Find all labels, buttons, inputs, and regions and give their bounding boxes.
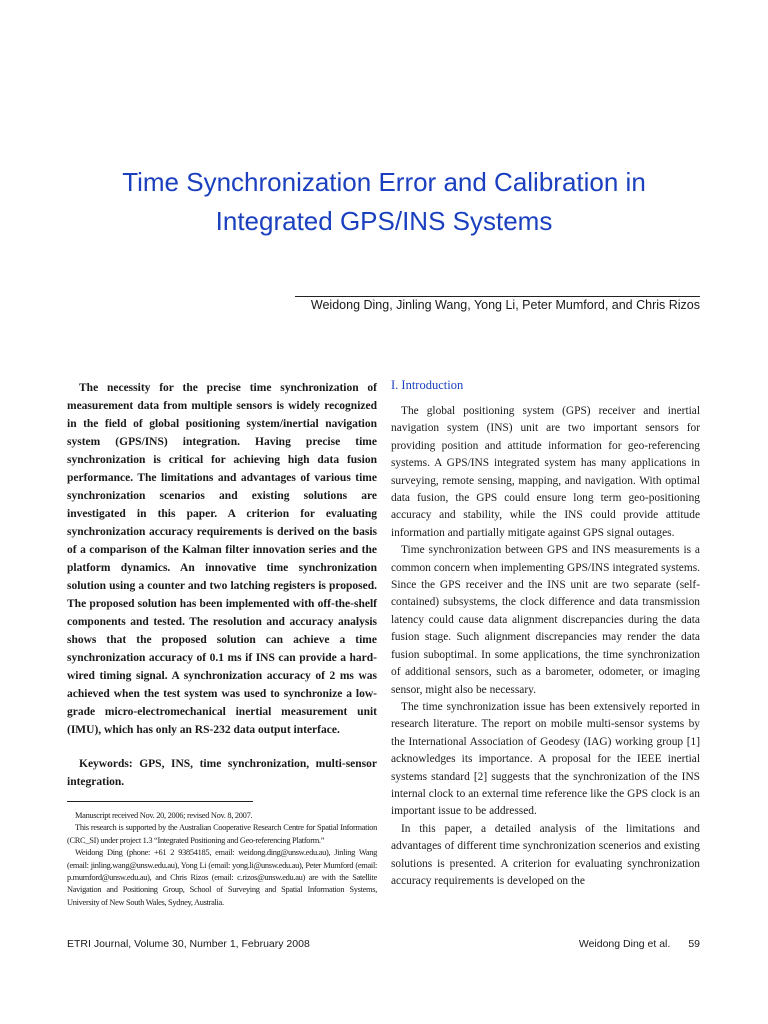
author-list: Weidong Ding, Jinling Wang, Yong Li, Peter Mumford, and Chris Rizos	[310, 298, 700, 312]
page-number: 59	[688, 938, 700, 950]
paper-title-line-2: Integrated GPS/INS Systems	[215, 206, 553, 236]
journal-citation: ETRI Journal, Volume 30, Number 1, February 2008	[67, 938, 310, 950]
running-author: Weidong Ding et al.	[578, 938, 671, 950]
footnote-funding: This research is supported by the Australian Cooperative Research Centre for Spatial Information (CRC_SI) under project 1.3 “Integrated Positioning and Geo-referencing Platform.”	[67, 823, 377, 845]
footnote-received: Manuscript received Nov. 20, 2006; revised Nov. 8, 2007.	[75, 811, 253, 820]
paper-title-line-1: Time Synchronization Error and Calibration in	[122, 167, 646, 197]
paper-title	[60, 163, 708, 241]
footnote-affiliations: Weidong Ding (phone: +61 2 93854185, email: weidong.ding@unsw.edu.au), Jinling Wang (email: jinling.wang@unsw.edu.au), Yong Li (email: yong.li@unsw.edu.au), Peter Mumford (email: p.mumford@unsw.edu.au), and Chris Rizos (email: c.rizos@unsw.edu.au) are with the Satellite Navigation and Positioning Group, School of Surveying and Spatial Information Systems, University of New South Wales, Sydney, Australia.	[67, 848, 377, 907]
footer-right	[579, 938, 700, 950]
footnote-divider	[67, 801, 253, 802]
intro-paragraph: In this paper, a detailed analysis of the limitations and advantages of different time synchronization scenerios and existing solutions is presented. A criterion for evaluating synchronization accuracy requirements is developed on the	[391, 822, 700, 887]
author-divider	[295, 296, 700, 297]
section-heading-introduction: I. Introduction	[391, 378, 464, 392]
left-column	[67, 379, 377, 791]
footnotes	[67, 810, 377, 909]
abstract: The necessity for the precise time synchronization of measurement data from multiple sensors is widely recognized in the field of global positioning system/inertial navigation system (GPS/INS) integration. Having precise time synchronization is critical for achieving high data fusion performance. The limitations and advantages of various time synchronization scenarios and existing solutions are investigated in this paper. A criterion for evaluating synchronization accuracy requirements is derived on the basis of a comparison of the Kalman filter innovation series and the platform dynamics. An innovative time synchronization solution using a counter and two latching registers is proposed. The proposed solution has been implemented with off-the-shelf components and tested. The resolution and accuracy analysis shows that the proposed solution can achieve a time synchronization accuracy of 0.1 ms if INS can provide a hard-wired timing signal. A synchronization accuracy of 2 ms was achieved when the test system was used to synchronize a low-grade micro-electromechanical inertial measurement unit (IMU), which has only an RS-232 data output interface.	[67, 382, 377, 736]
keywords: Keywords: GPS, INS, time synchronization, multi-sensor integration.	[67, 758, 377, 788]
page-footer	[67, 938, 700, 954]
intro-paragraph: The time synchronization issue has been extensively reported in research literature. The report on mobile multi-sensor systems by the International Association of Geodesy (IAG) working group [1] acknowledges its importance. A proposal for the IEEE inertial systems standard [2] suggests that the synchronization of the INS internal clock to an external time reference like the GPS clock is an important issue to be addressed.	[391, 700, 700, 818]
intro-paragraph: Time synchronization between GPS and INS measurements is a common concern when implementing GPS/INS integrated systems. Since the GPS receiver and the INS unit are two separate (self-contained) subsystems, the clock difference and data transmission latency could cause data alignment discrepancies during the data fusion stage. Such alignment discrepancies may render the data fusion suboptimal. In some applications, the time synchronization of additional sensors, such as a barometer, odometer, or imaging sensor, might also be necessary.	[391, 544, 700, 696]
intro-paragraph: The global positioning system (GPS) receiver and inertial navigation system (INS) unit are two important sensors for providing position and attitude information for geo-referencing systems. A GPS/INS integrated system has many applications in surveying, remote sensing, mapping, and navigation. With optimal data fusion, the GPS could ensure long term geo-positioning accuracy and stability, while the INS could provide attitude information and partially mitigate against GPS signal outages.	[391, 405, 700, 539]
right-column	[391, 378, 700, 890]
